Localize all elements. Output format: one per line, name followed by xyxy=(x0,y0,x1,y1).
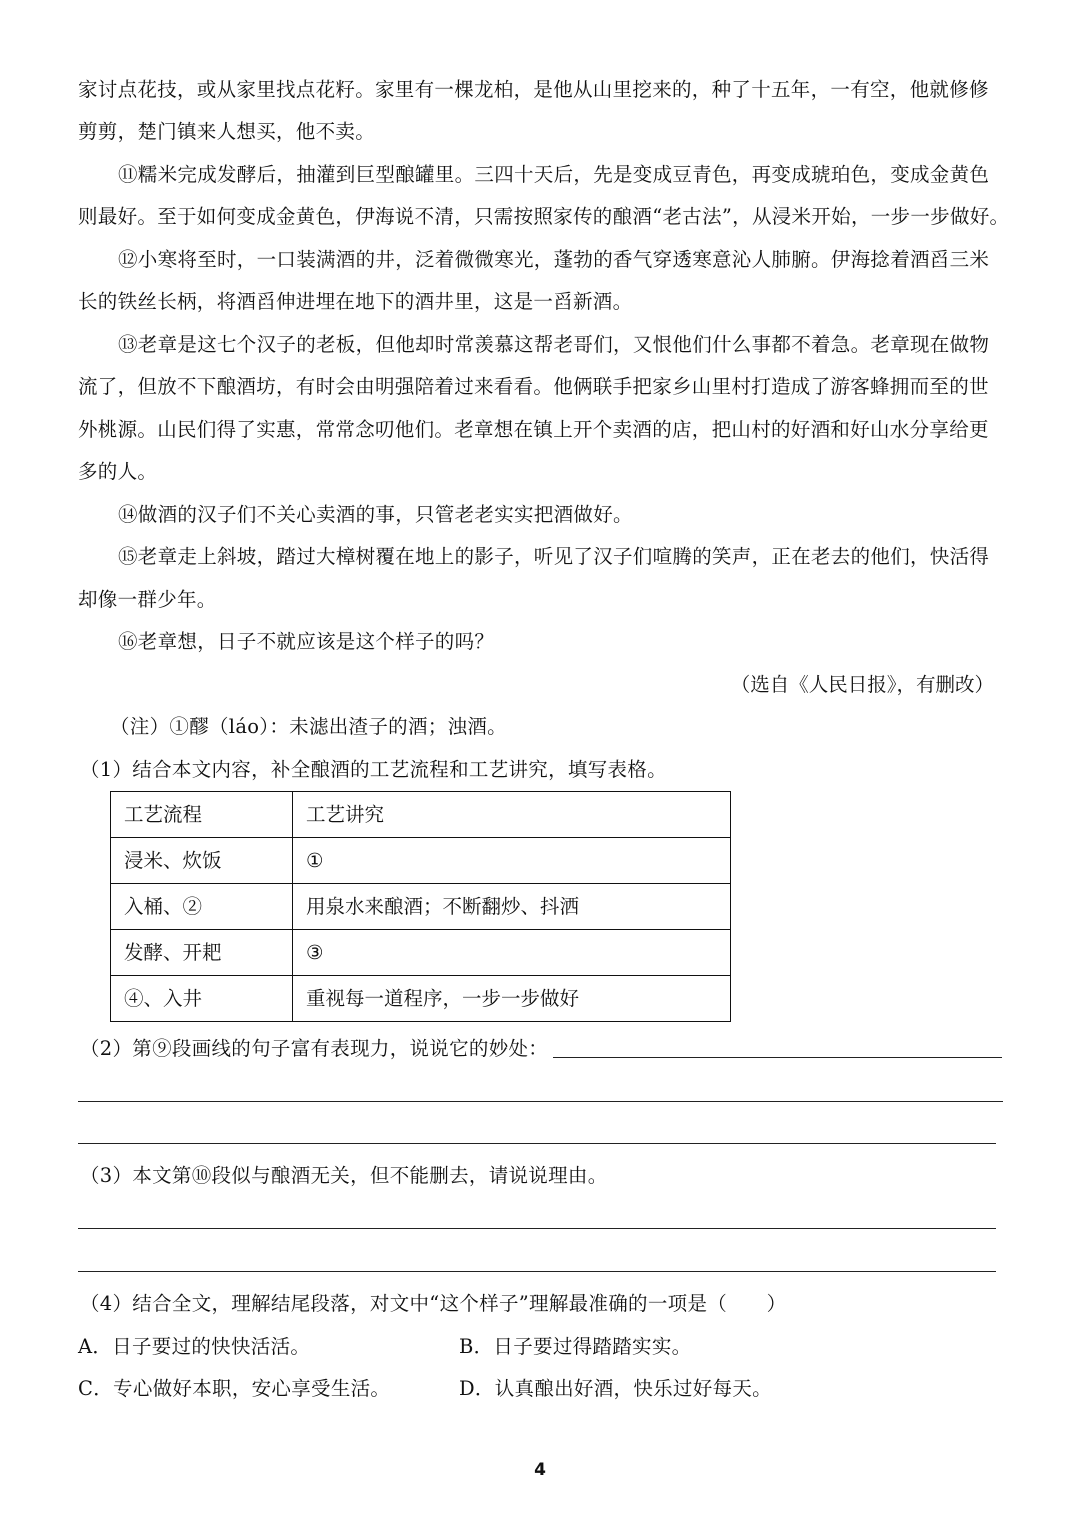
option-b[interactable]: B．日子要过得踏踏实实。 xyxy=(459,1335,692,1358)
option-c[interactable]: C．专心做好本职，安心享受生活。 xyxy=(78,1377,391,1400)
table-header-row xyxy=(111,792,731,838)
passage-line: 家讨点花技，或从家里找点花籽。家里有一棵龙柏，是他从山里挖来的，种了十五年，一有空，他就修修 xyxy=(78,78,989,101)
passage-line: 流了，但放不下酿酒坊，有时会由明强陪着过来看看。他俩联手把家乡山里村打造成了游客蜂拥而至的世 xyxy=(78,375,989,398)
table-cell: 用泉水来酿酒；不断翻炒、抖洒 xyxy=(293,884,731,930)
table-cell: ① xyxy=(293,838,731,884)
paragraph-16: ⑯老章想，日子不就应该是这个样子的吗？ xyxy=(118,630,495,653)
question-1: （1）结合本文内容，补全酿酒的工艺流程和工艺讲究，填写表格。 xyxy=(80,758,667,781)
option-d[interactable]: D．认真酿出好酒，快乐过好每天。 xyxy=(459,1377,772,1400)
paragraph-15: ⑮老章走上斜坡，踏过大樟树覆在地上的影子，听见了汉子们喧腾的笑声，正在老去的他们，快活得 xyxy=(118,545,990,568)
table-header-cell: 工艺讲究 xyxy=(293,792,731,838)
answer-line[interactable] xyxy=(78,1271,996,1272)
passage-line: 剪剪，楚门镇来人想买，他不卖。 xyxy=(78,120,376,143)
table-cell: 发酵、开耙 xyxy=(111,930,293,976)
table-row xyxy=(111,884,731,930)
passage-line: 则最好。至于如何变成金黄色，伊海说不清，只需按照家传的酿酒“老古法”，从浸米开始，一步一步做好。 xyxy=(78,205,1010,228)
page-number: 4 xyxy=(534,1460,546,1480)
answer-line[interactable] xyxy=(78,1143,996,1144)
paragraph-12: ⑫小寒将至时，一口装满酒的井，泛着微微寒光，蓬勃的香气穿透寒意沁人肺腑。伊海捻着酒舀三米 xyxy=(118,248,990,271)
table-cell: 入桶、② xyxy=(111,884,293,930)
table-cell: 浸米、炊饭 xyxy=(111,838,293,884)
paragraph-13: ⑬老章是这七个汉子的老板，但他却时常羡慕这帮老哥们，又恨他们什么事都不着急。老章现在做物 xyxy=(118,333,990,356)
source-citation: （选自《人民日报》，有删改） xyxy=(730,673,994,696)
answer-line[interactable] xyxy=(78,1101,1003,1102)
table-row xyxy=(111,838,731,884)
table-row xyxy=(111,930,731,976)
passage-line: 外桃源。山民们得了实惠，常常念叨他们。老章想在镇上开个卖酒的店，把山村的好酒和好山水分享给更 xyxy=(78,418,989,441)
question-2: （2）第⑨段画线的句子富有表现力，说说它的妙处： xyxy=(80,1037,549,1060)
craft-table xyxy=(110,791,731,1022)
option-a[interactable]: A．日子要过的快快活活。 xyxy=(78,1335,311,1358)
table-cell: ④、入井 xyxy=(111,976,293,1022)
table-header-cell: 工艺流程 xyxy=(111,792,293,838)
question-4: （4）结合全文，理解结尾段落，对文中“这个样子”理解最准确的一项是（ ） xyxy=(80,1292,787,1315)
passage-line: 多的人。 xyxy=(78,460,158,483)
answer-line[interactable] xyxy=(553,1057,1002,1058)
footnote: （注）①醪（láo）：未滤出渣子的酒；浊酒。 xyxy=(110,715,507,738)
passage-line: 长的铁丝长柄，将酒舀伸进埋在地下的酒井里，这是一舀新酒。 xyxy=(78,290,633,313)
paragraph-14: ⑭做酒的汉子们不关心卖酒的事，只管老老实实把酒做好。 xyxy=(118,503,633,526)
answer-line[interactable] xyxy=(78,1228,996,1229)
table-cell: 重视每一道程序，一步一步做好 xyxy=(293,976,731,1022)
passage-line: 却像一群少年。 xyxy=(78,588,217,611)
question-3: （3）本文第⑩段似与酿酒无关，但不能删去，请说说理由。 xyxy=(80,1164,608,1187)
paragraph-11: ⑪糯米完成发酵后，抽灌到巨型酿罐里。三四十天后，先是变成豆青色，再变成琥珀色，变成金黄色 xyxy=(118,163,990,186)
table-cell: ③ xyxy=(293,930,731,976)
table-row xyxy=(111,976,731,1022)
